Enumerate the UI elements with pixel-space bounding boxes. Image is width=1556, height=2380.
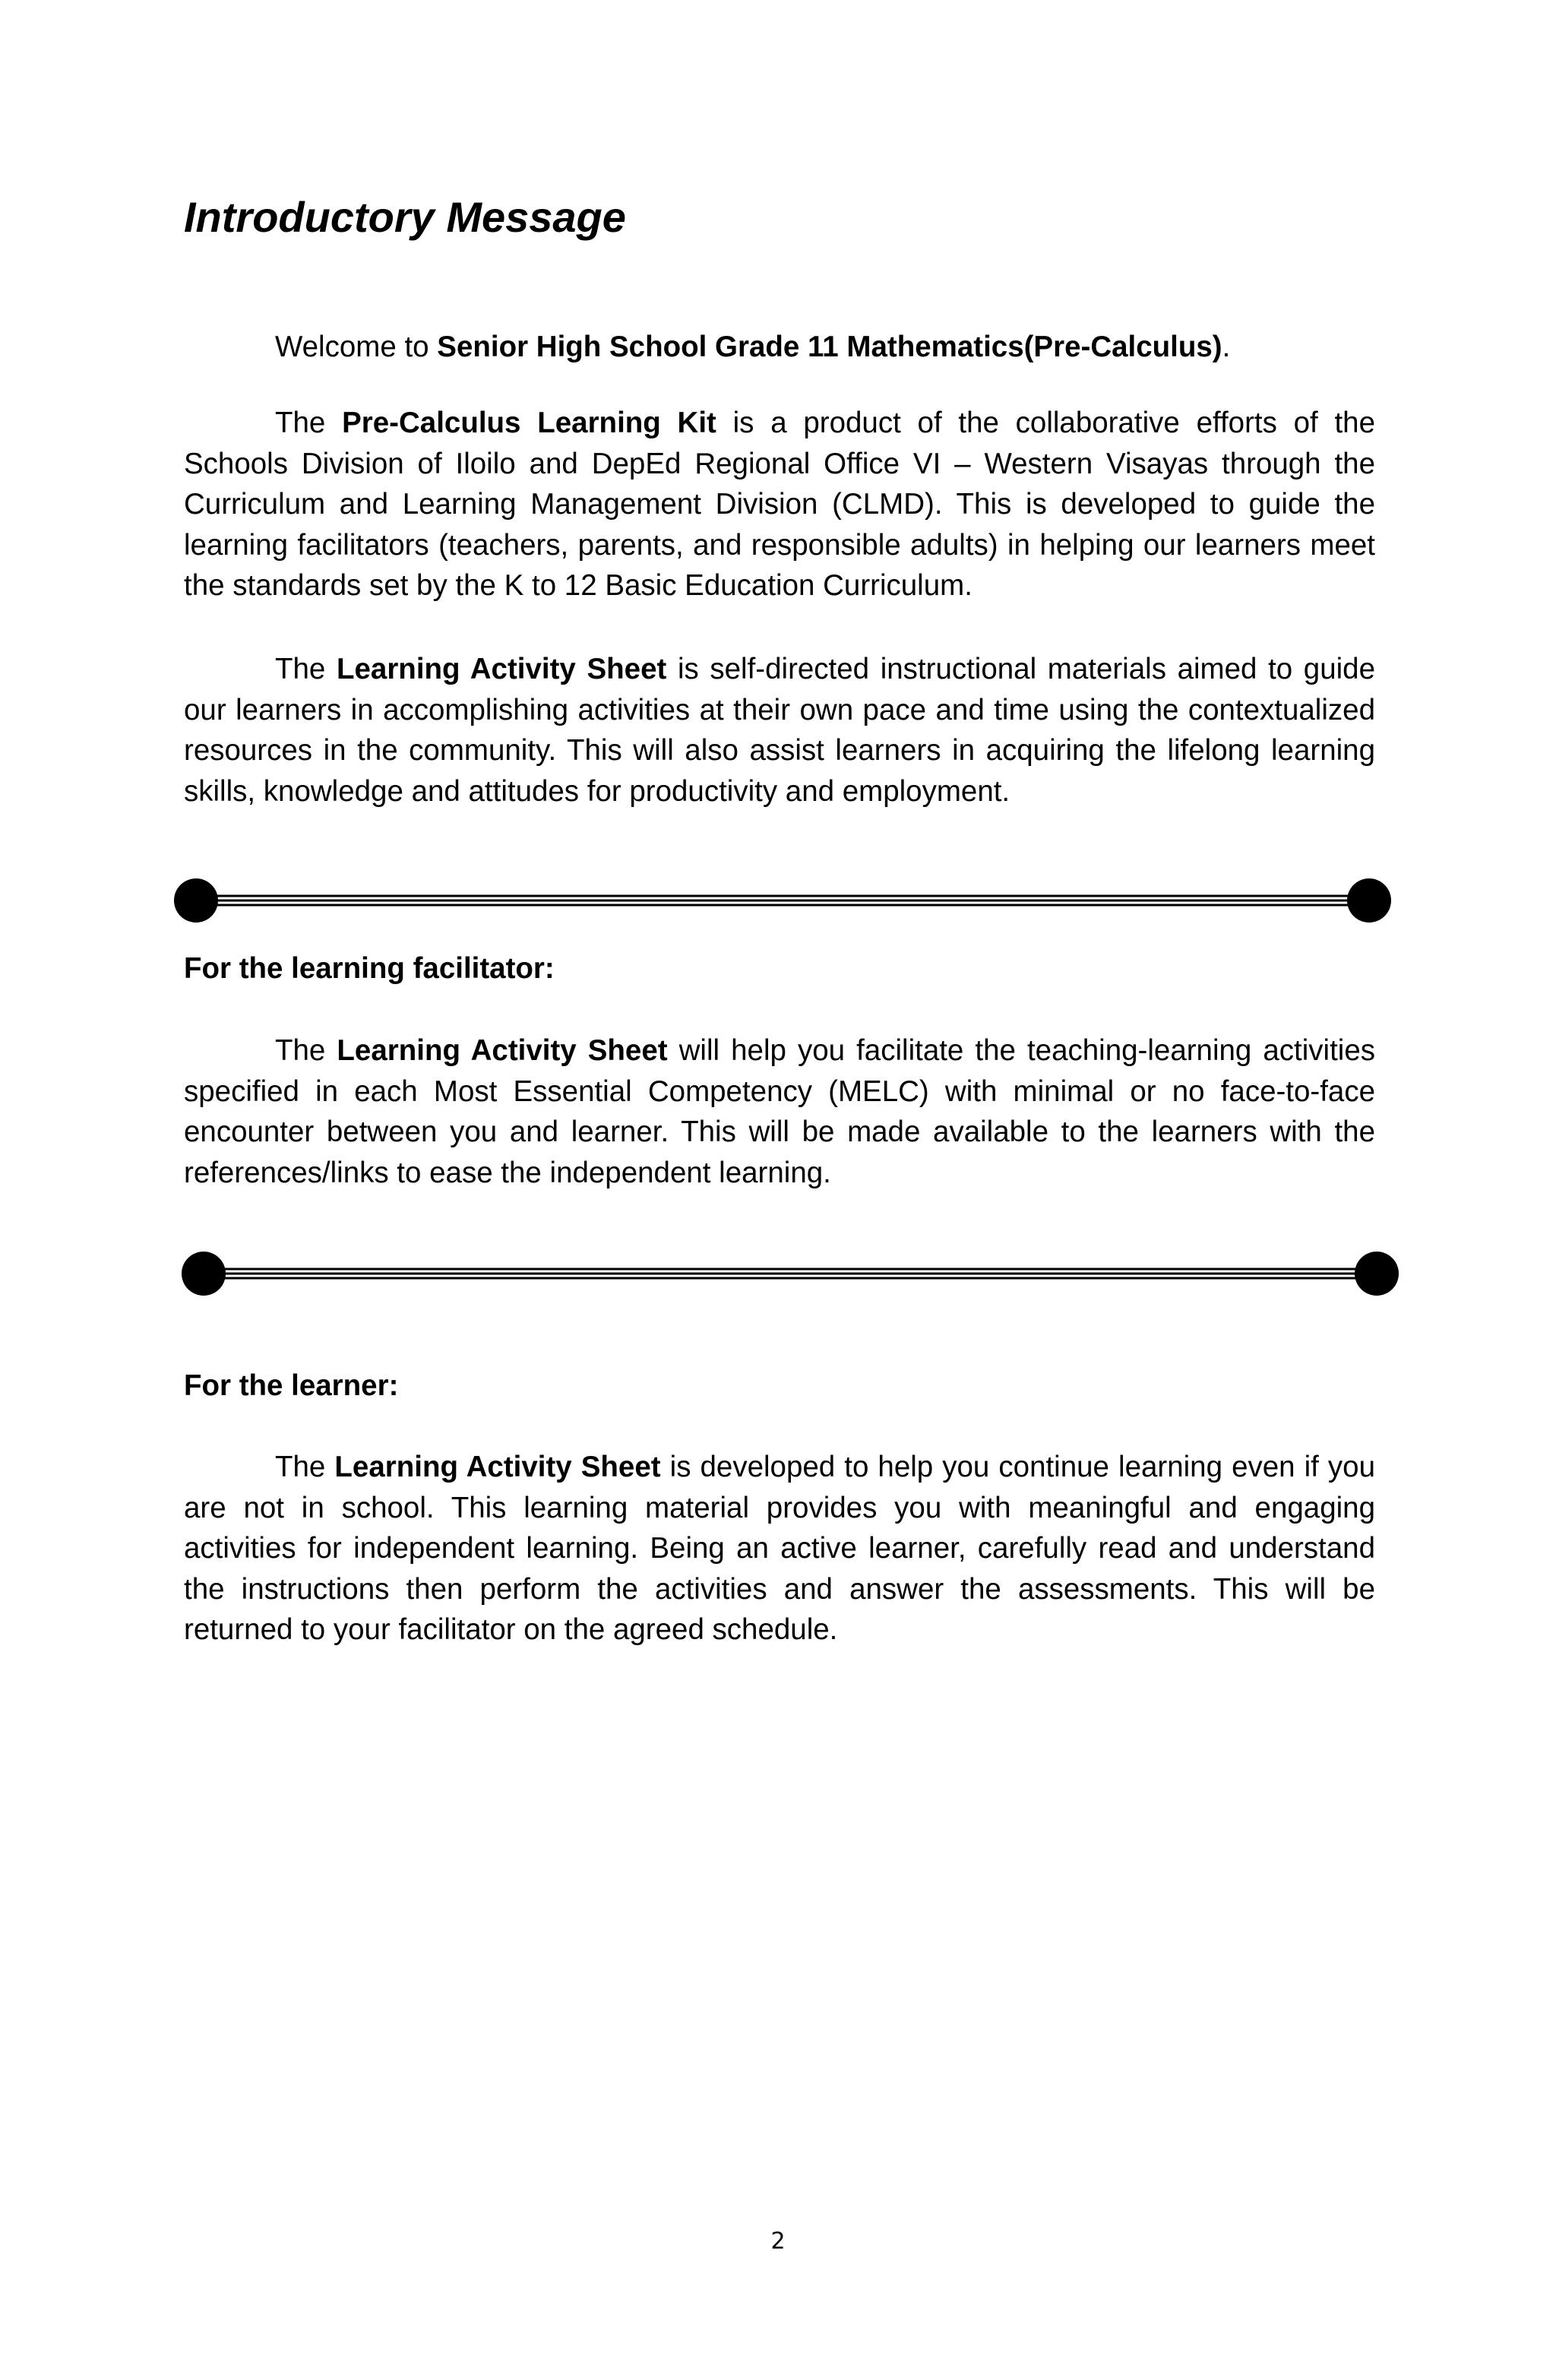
welcome-course-name: Senior High School Grade 11 Mathematics(Pre-Calculus)	[437, 331, 1222, 363]
intro-paragraph-1-bold: Pre-Calculus Learning Kit	[342, 407, 716, 439]
intro-paragraph-2	[184, 649, 1375, 812]
intro-paragraph-1-pre: The	[275, 407, 343, 439]
welcome-prefix: Welcome to	[275, 331, 438, 363]
intro-paragraph-2-post: is self-directed instructional materials aimed to guide our learners in accomplishing activities at their own pace and time using the contextualized resources in the community. This will also assist learners in acquiring the lifelong learning skills, knowledge and attitudes for productivity and employment.	[184, 653, 1376, 808]
welcome-line	[275, 327, 1230, 368]
facilitator-paragraph-pre: The	[275, 1034, 337, 1067]
intro-paragraph-2-pre: The	[275, 653, 337, 685]
page-number: 2	[770, 2228, 786, 2255]
facilitator-paragraph-bold: Learning Activity Sheet	[337, 1034, 668, 1067]
section-divider-1	[173, 878, 1399, 923]
intro-paragraph-1	[184, 403, 1375, 606]
learner-paragraph	[184, 1447, 1375, 1650]
learner-paragraph-post: is developed to help you continue learning even if you are not in school. This learning material provides you with meaningful and engaging activities for independent learning. Being an active learner, carefully read and understand the instructions then perform the activities and answer the assessments. This will be returned to your facilitator on the agreed schedule.	[184, 1451, 1375, 1646]
intro-paragraph-2-bold: Learning Activity Sheet	[336, 653, 667, 685]
facilitator-paragraph	[184, 1030, 1375, 1193]
facilitator-paragraph-post: will help you facilitate the teaching-learning activities specified in each Most Essential Competency (MELC) with minimal or no face-to-face encounter between you and learner. This will be made available to the learners with the references/links to ease the independent learning.	[184, 1034, 1376, 1189]
learner-paragraph-pre: The	[275, 1451, 335, 1483]
learner-heading: For the learner:	[184, 1369, 399, 1402]
welcome-suffix: .	[1222, 331, 1231, 363]
section-divider-2	[173, 1251, 1399, 1296]
facilitator-heading: For the learning facilitator:	[184, 952, 555, 985]
page-title: Introductory Message	[184, 193, 626, 241]
learner-paragraph-bold: Learning Activity Sheet	[334, 1451, 661, 1483]
intro-paragraph-1-post: is a product of the collaborative efforts of the Schools Division of Iloilo and DepEd Regional Office VI – Western Visayas through the Curriculum and Learning Management Division (CLMD). This is developed to guide the learning facilitators (teachers, parents, and responsible adults) in helping our learners meet the standards set by the K to 12 Basic Education Curriculum.	[184, 407, 1375, 602]
